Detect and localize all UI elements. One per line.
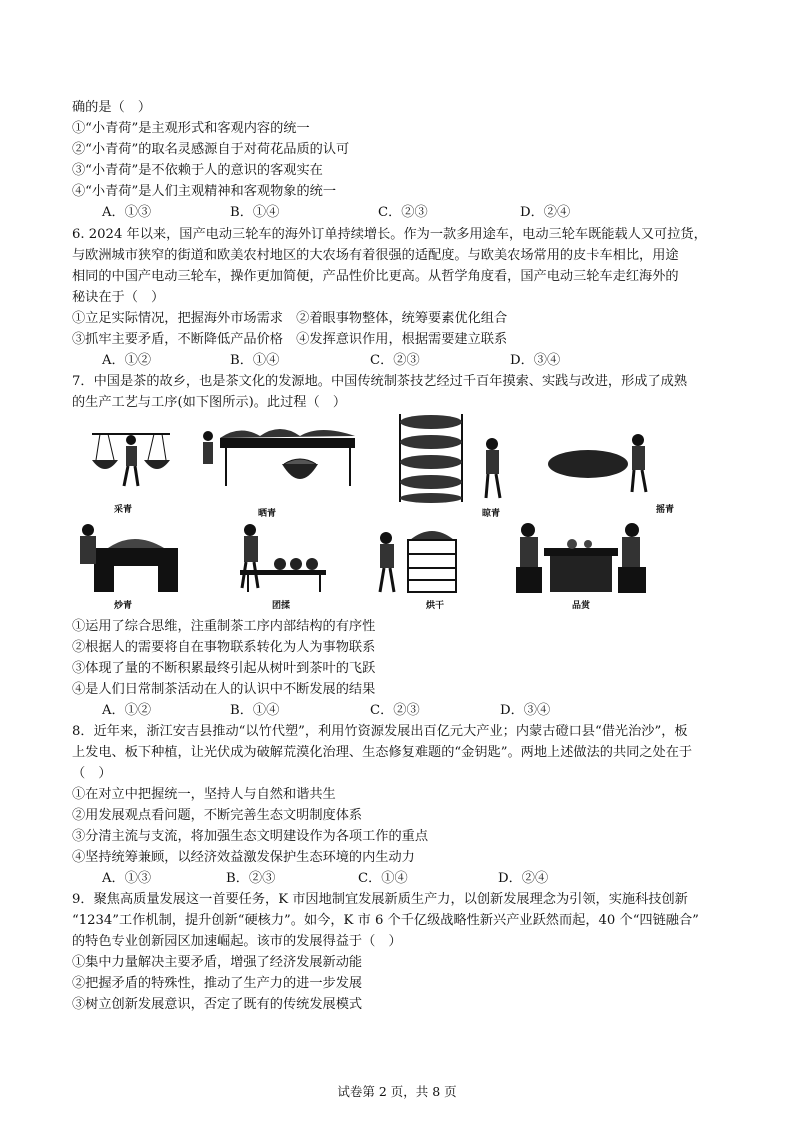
q9-line-1: 9．聚焦高质量发展这一首要任务，K 市因地制宜发展新质生产力，以创新发展理念为引领，实施科技创新 [72, 892, 688, 907]
q9-line-2: “1234”工作机制，提升创新“硬核力”。如今，K 市 6 个千亿级战略性新兴产业跃然而起，40 个“四链融合” [72, 913, 699, 928]
q6-statements-1-2: ①立足实际情况，把握海外市场需求 ②着眼事物整体，统筹要素优化组合 [72, 311, 508, 326]
label-pan-firing: 炒青 [114, 601, 133, 611]
q5-statement-2: ②“小青荷”的取名灵感源自于对荷花品质的认可 [72, 142, 350, 157]
q6-option-c[interactable]: C．②③ [370, 353, 420, 368]
picking-illustration [86, 420, 176, 498]
q6-option-a[interactable]: A．①② [102, 353, 152, 368]
q6-statements-3-4: ③抓牢主要矛盾，不断降低产品价格 ④发挥意识作用，根据需要建立联系 [72, 332, 508, 347]
q5-stem-tail: 确的是（ ） [72, 100, 152, 115]
drying-illustration [372, 520, 468, 594]
q7-option-c[interactable]: C．②③ [370, 703, 420, 718]
q8-option-d[interactable]: D．②④ [498, 871, 549, 886]
label-sun-withering: 晒青 [258, 509, 277, 519]
label-tasting: 品赏 [572, 601, 591, 611]
q6-option-d[interactable]: D．③④ [510, 353, 561, 368]
q5-option-b[interactable]: B．①④ [230, 205, 280, 220]
q6-line-4: 秘诀在于（ ） [72, 290, 165, 305]
q8-line-1: 8．近年来，浙江安吉县推动“以竹代塑”，利用竹资源发展出百亿元大产业；内蒙古磴口县“借光治沙”，板 [72, 724, 688, 739]
label-picking: 采青 [114, 505, 133, 515]
q5-option-d[interactable]: D．②④ [520, 205, 571, 220]
q6-line-3: 相同的中国产电动三轮车，操作更加简便，产品性价比更高。从哲学角度看，国产电动三轮车走红海外的 [72, 269, 679, 284]
q6-option-b[interactable]: B．①④ [230, 353, 280, 368]
q7-statement-2: ②根据人的需要将自在事物联系转化为人为事物联系 [72, 640, 376, 655]
q9-line-3: 的特色专业创新园区加速崛起。该市的发展得益于（ ） [72, 934, 402, 949]
q8-statement-1: ①在对立中把握统一，坚持人与自然和谐共生 [72, 787, 336, 802]
q5-option-c[interactable]: C．②③ [378, 205, 428, 220]
q8-statement-4: ④坚持统筹兼顾，以经济效益激发保护生态环境的内生动力 [72, 850, 415, 865]
q7-option-a[interactable]: A．①② [102, 703, 152, 718]
tea-process-figure [72, 412, 732, 612]
q8-option-a[interactable]: A．①③ [102, 871, 152, 886]
q8-line-3: （ ） [72, 766, 112, 781]
q9-statement-2: ②把握矛盾的特殊性，推动了生产力的进一步发展 [72, 976, 363, 991]
q7-option-b[interactable]: B．①④ [230, 703, 280, 718]
q8-line-2: 上发电、板下种植，让光伏成为破解荒漠化治理、生态修复难题的“金钥匙”。两地上述做法的共同之处在于 [72, 745, 693, 760]
q5-statement-4: ④“小青荷”是人们主观精神和客观物象的统一 [72, 184, 337, 199]
q7-line-1: 7．中国是茶的故乡，也是茶文化的发源地。中国传统制茶技艺经过千百年摸索、实践与改进，形成了成熟 [72, 374, 688, 389]
q7-statement-3: ③体现了量的不断积累最终引起从树叶到茶叶的飞跃 [72, 661, 376, 676]
tasting-illustration [512, 514, 652, 596]
q8-option-b[interactable]: B．②③ [226, 871, 276, 886]
q7-line-2: 的生产工艺与工序(如下图所示)。此过程（ ） [72, 395, 347, 410]
q9-statement-1: ①集中力量解决主要矛盾，增强了经济发展新动能 [72, 955, 363, 970]
label-drying: 烘干 [426, 601, 445, 611]
label-cooling: 晾青 [482, 509, 501, 519]
q5-statement-3: ③“小青荷”是不依赖于人的意识的客观实在 [72, 163, 323, 178]
q7-statement-4: ④是人们日常制茶活动在人的认识中不断发展的结果 [72, 682, 376, 697]
shaking-illustration [546, 432, 656, 494]
q8-option-c[interactable]: C．①④ [358, 871, 408, 886]
q5-statement-1: ①“小青荷”是主观形式和客观内容的统一 [72, 121, 310, 136]
q7-option-d[interactable]: D．③④ [500, 703, 551, 718]
rolling-illustration [220, 522, 328, 594]
q7-statement-1: ①运用了综合思维，注重制茶工序内部结构的有序性 [72, 619, 376, 634]
page-footer: 试卷第 2 页，共 8 页 [337, 1084, 457, 1099]
q8-statement-3: ③分清主流与支流，将加强生态文明建设作为各项工作的重点 [72, 829, 429, 844]
q5-option-a[interactable]: A．①③ [102, 205, 152, 220]
label-rolling: 团揉 [272, 601, 291, 611]
cooling-rack-illustration [390, 412, 510, 504]
q9-statement-3: ③树立创新发展意识，否定了既有的传统发展模式 [72, 997, 363, 1012]
q6-line-2: 与欧洲城市狭窄的街道和欧美农村地区的大农场有着很强的适配度。与欧美农场常用的皮卡车相比，用途 [72, 248, 679, 263]
sun-withering-illustration [200, 416, 360, 502]
q6-line-1: 6. 2024 年以来，国产电动三轮车的海外订单持续增长。作为一款多用途车，电动三轮车既能载人又可拉货， [72, 227, 707, 242]
pan-firing-illustration [74, 520, 180, 594]
label-shaking: 摇青 [656, 505, 675, 515]
q8-statement-2: ②用发展观点看问题，不断完善生态文明制度体系 [72, 808, 363, 823]
